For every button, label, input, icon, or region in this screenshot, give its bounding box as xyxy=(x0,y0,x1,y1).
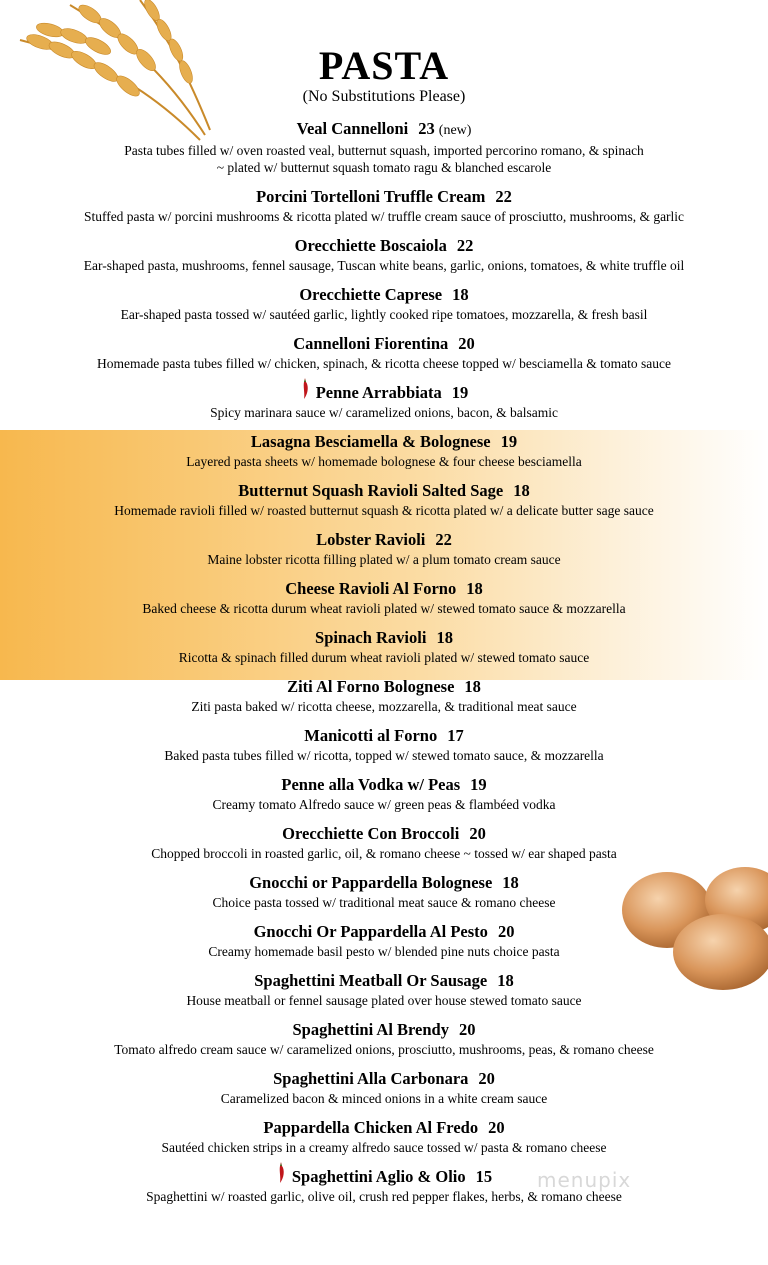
item-description: Pasta tubes filled w/ oven roasted veal, butternut squash, imported percorino romano, & spinach xyxy=(124,143,644,158)
item-description: Choice pasta tossed w/ traditional meat sauce & romano cheese xyxy=(212,895,556,910)
item-name: Penne alla Vodka w/ Peas xyxy=(281,775,461,794)
menu-item xyxy=(0,627,768,676)
item-name: Penne Arrabbiata xyxy=(315,383,442,402)
item-price: 20 xyxy=(458,1020,476,1039)
menu-item xyxy=(0,235,768,284)
item-description: Baked cheese & ricotta durum wheat ravioli plated w/ stewed tomato sauce & mozzarella xyxy=(142,601,626,616)
menu-item xyxy=(0,382,768,431)
item-price: 20 xyxy=(469,824,486,843)
menu-item xyxy=(0,529,768,578)
item-description: Stuffed pasta w/ porcini mushrooms & ricotta plated w/ truffle cream sauce of prosciutto, mushrooms, & garlic xyxy=(83,209,685,224)
page-subtitle: (No Substitutions Please) xyxy=(302,88,466,105)
menu-item xyxy=(0,676,768,725)
item-price: 19 xyxy=(470,775,487,794)
item-price: 18 xyxy=(513,481,530,500)
item-description: Homemade pasta tubes filled w/ chicken, spinach, & ricotta cheese topped w/ besciamella & tomato sauce xyxy=(97,356,671,371)
item-name: Pappardella Chicken Al Fredo xyxy=(263,1118,479,1137)
menu-item xyxy=(0,480,768,529)
item-description: Maine lobster ricotta filling plated w/ a plum tomato cream sauce xyxy=(207,552,561,567)
item-price: 22 xyxy=(435,530,452,549)
item-description: House meatball or fennel sausage plated over house stewed tomato sauce xyxy=(186,993,582,1008)
item-price: 20 xyxy=(488,1118,505,1137)
item-description: Ear-shaped pasta tossed w/ sautéed garlic, lightly cooked ripe tomatoes, mozzarella, & fresh basil xyxy=(120,307,648,322)
item-description: Ear-shaped pasta, mushrooms, fennel sausage, Tuscan white beans, garlic, onions, tomatoes, & white truffle oil xyxy=(83,258,685,273)
watermark: menupix xyxy=(537,1168,632,1192)
item-price: 15 xyxy=(475,1167,493,1186)
item-description: Sautéed chicken strips in a creamy alfredo sauce tossed w/ pasta & romano cheese xyxy=(161,1140,607,1155)
menu-item xyxy=(0,921,768,970)
item-description: Spicy marinara sauce w/ caramelized onions, bacon, & balsamic xyxy=(210,405,558,420)
menu-item xyxy=(0,823,768,872)
item-name: Lobster Ravioli xyxy=(316,530,426,549)
item-price: 23 xyxy=(418,119,435,138)
item-price: 22 xyxy=(495,187,512,206)
item-name: Orecchiette Caprese xyxy=(299,285,443,304)
item-description: Ricotta & spinach filled durum wheat ravioli plated w/ stewed tomato sauce xyxy=(178,650,590,665)
item-price: 18 xyxy=(436,628,453,647)
item-price: 18 xyxy=(452,285,469,304)
item-price: 20 xyxy=(458,334,475,353)
item-description: Layered pasta sheets w/ homemade bolognese & four cheese besciamella xyxy=(186,454,582,469)
menu-item xyxy=(0,1068,768,1117)
menu-item xyxy=(0,118,768,186)
item-note: (new) xyxy=(438,123,472,138)
item-description: Creamy tomato Alfredo sauce w/ green peas & flambéed vodka xyxy=(212,797,556,812)
item-name: Ziti Al Forno Bolognese xyxy=(287,677,455,696)
page-title: PASTA xyxy=(318,43,450,88)
item-description: Chopped broccoli in roasted garlic, oil, & romano cheese ~ tossed w/ ear shaped pasta xyxy=(151,846,617,861)
item-description: Spaghettini w/ roasted garlic, olive oil, crush red pepper flakes, herbs, & romano cheese xyxy=(146,1189,622,1204)
item-price: 19 xyxy=(451,383,469,402)
item-name: Spaghettini Al Brendy xyxy=(292,1020,449,1039)
item-description: Caramelized bacon & minced onions in a white cream sauce xyxy=(220,1091,548,1106)
item-name: Gnocchi or Pappardella Bolognese xyxy=(249,873,493,892)
menu-item xyxy=(0,725,768,774)
item-price: 19 xyxy=(500,432,518,451)
item-price: 18 xyxy=(466,579,483,598)
chili-pepper-icon xyxy=(300,378,310,400)
item-name: Spaghettini Alla Carbonara xyxy=(273,1069,469,1088)
item-price: 18 xyxy=(502,873,519,892)
item-name: Butternut Squash Ravioli Salted Sage xyxy=(238,481,504,500)
menu-item xyxy=(0,284,768,333)
item-name: Gnocchi Or Pappardella Al Pesto xyxy=(253,922,488,941)
item-name: Spaghettini Meatball Or Sausage xyxy=(254,971,488,990)
item-name: Spaghettini Aglio & Olio xyxy=(291,1167,466,1186)
item-description: Creamy homemade basil pesto w/ blended pine nuts choice pasta xyxy=(208,944,560,959)
item-name: Spinach Ravioli xyxy=(315,628,427,647)
item-description: Ziti pasta baked w/ ricotta cheese, mozzarella, & traditional meat sauce xyxy=(191,699,577,714)
chili-pepper-icon xyxy=(276,1162,286,1184)
menu-item xyxy=(0,186,768,235)
item-price: 20 xyxy=(478,1069,495,1088)
item-price: 17 xyxy=(447,726,464,745)
menu-item xyxy=(0,1019,768,1068)
menu-item xyxy=(0,431,768,480)
menu-item xyxy=(0,333,768,382)
menu-item xyxy=(0,1166,768,1215)
item-description: Tomato alfredo cream sauce w/ caramelized onions, prosciutto, mushrooms, peas, & romano cheese xyxy=(114,1042,654,1057)
item-description: ~ plated w/ butternut squash tomato ragu & blanched escarole xyxy=(216,160,552,175)
item-price: 22 xyxy=(456,236,474,255)
item-name: Manicotti al Forno xyxy=(304,726,438,745)
menu-item xyxy=(0,1117,768,1166)
item-name: Lasagna Besciamella & Bolognese xyxy=(250,432,491,451)
menu-list xyxy=(0,118,768,1215)
item-name: Orecchiette Boscaiola xyxy=(294,236,447,255)
item-description: Baked pasta tubes filled w/ ricotta, topped w/ stewed tomato sauce, & mozzarella xyxy=(164,748,604,763)
item-name: Veal Cannelloni xyxy=(296,119,409,138)
item-name: Orecchiette Con Broccoli xyxy=(282,824,460,843)
menu-item xyxy=(0,774,768,823)
item-price: 18 xyxy=(497,971,514,990)
menu-item xyxy=(0,578,768,627)
item-name: Cheese Ravioli Al Forno xyxy=(285,579,457,598)
menu-item xyxy=(0,872,768,921)
item-price: 18 xyxy=(464,677,481,696)
item-description: Homemade ravioli filled w/ roasted butternut squash & ricotta plated w/ a delicate butter sage sauce xyxy=(114,503,654,518)
item-name: Porcini Tortelloni Truffle Cream xyxy=(256,187,486,206)
menu-item xyxy=(0,970,768,1019)
item-name: Cannelloni Fiorentina xyxy=(293,334,449,353)
item-price: 20 xyxy=(497,922,515,941)
